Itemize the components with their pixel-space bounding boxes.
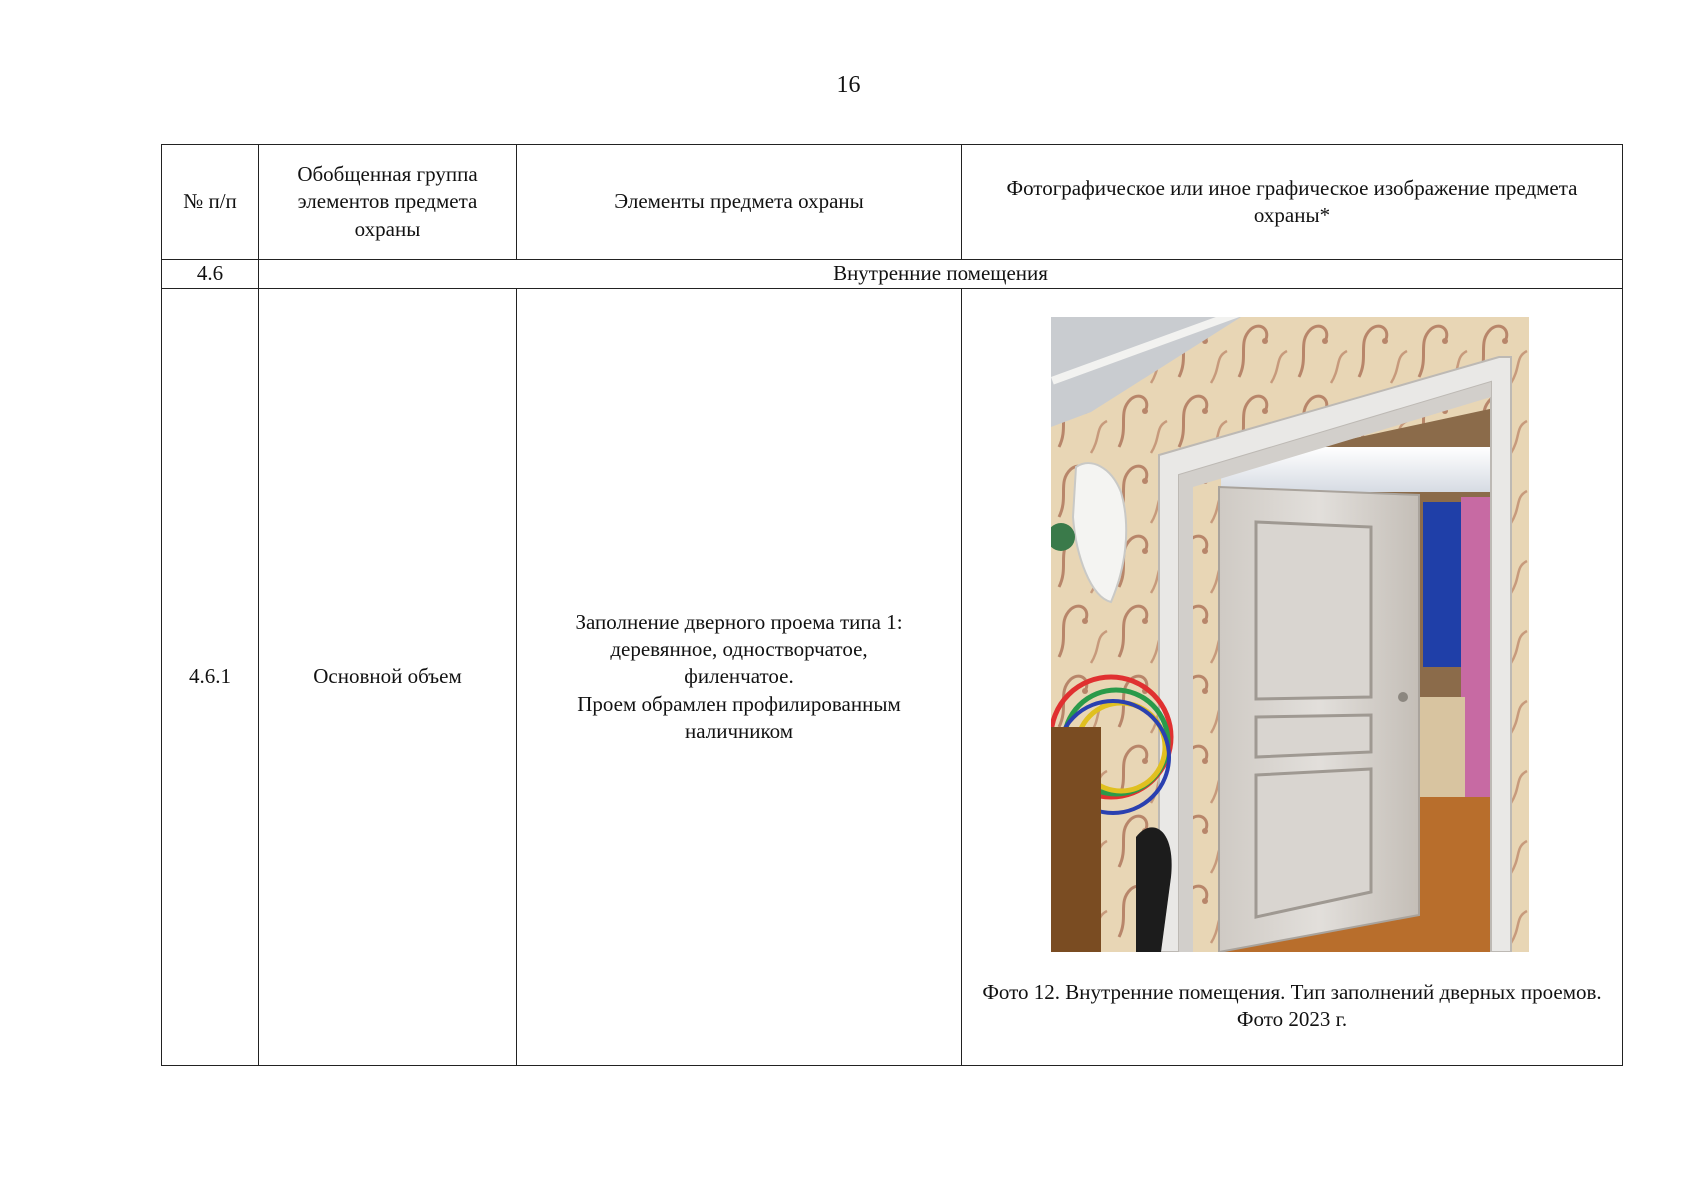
header-elements: Элементы предмета охраны [517,145,962,260]
door-photo-illustration [1051,317,1529,952]
header-photo: Фотографическое или иное графическое изображение предмета охраны* [962,145,1623,260]
section-num: 4.6 [162,260,259,289]
protection-table [161,144,1623,1066]
section-row [162,260,1623,289]
row-elements-text: Заполнение дверного проема типа 1: деревянное, одностворчатое, филенчатое. Проем обрамлен профилированным наличником [575,609,903,743]
table-row [162,289,1623,1066]
photo-caption: Фото 12. Внутренние помещения. Тип заполнений дверных проемов. Фото 2023 г. [982,980,1602,1032]
door-photo [1051,317,1529,952]
section-title: Внутренние помещения [259,260,1623,289]
photo-figure [962,289,1622,1065]
header-num: № п/п [162,145,259,260]
row-num: 4.6.1 [162,289,259,1066]
row-elements [517,289,962,1066]
page-number: 16 [836,72,861,98]
row-photo-cell [962,289,1623,1066]
header-group: Обобщенная группа элементов предмета охраны [259,145,517,260]
table-header-row [162,145,1623,260]
row-group: Основной объем [259,289,517,1066]
